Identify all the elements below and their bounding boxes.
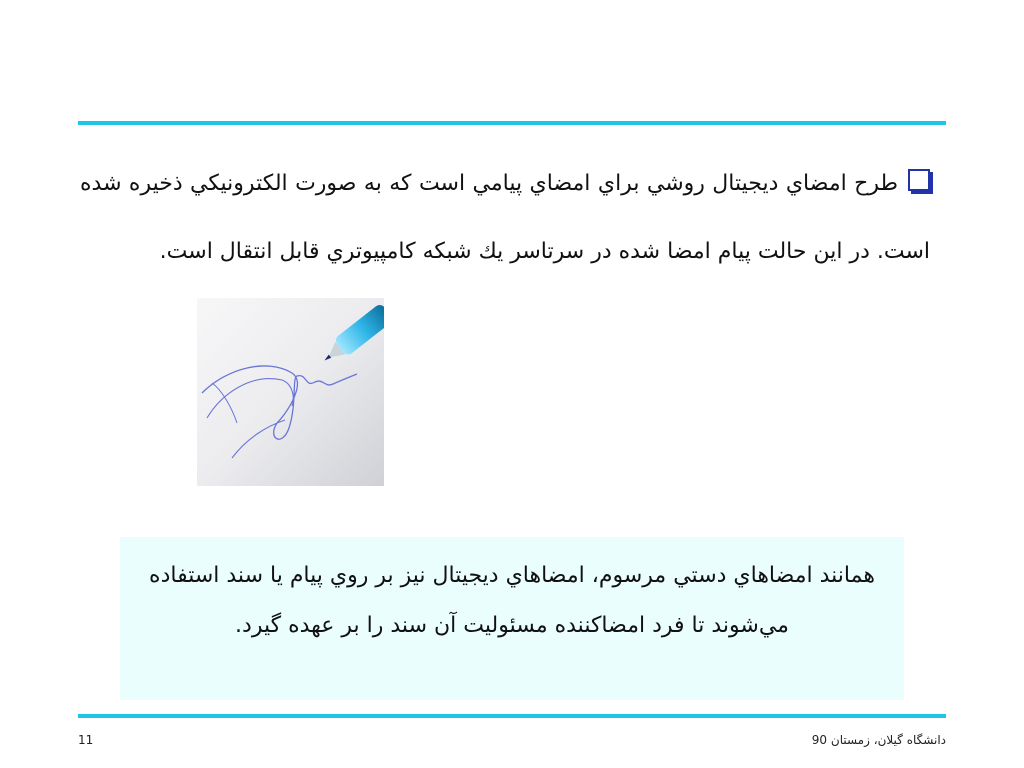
bullet-paragraph [80, 150, 930, 286]
footer-institution: دانشگاه گيلان، زمستان 90 [811, 733, 946, 747]
page-number: 11 [78, 733, 94, 747]
callout-text: همانند امضاهاي دستي مرسوم، امضاهاي ديجيتال نيز بر روي پيام يا سند استفاده مي‌شوند تا فرد امضاكننده مسئوليت آن سند را بر عهده گيرد. [149, 563, 875, 638]
bullet-text: طرح امضاي ديجيتال روشي براي امضاي پيامي است كه به صورت الكترونيكي ذخيره شده است. در اين حالت پيام امضا شده در سرتاسر يك شبكه كامپيوتري قابل انتقال است. [80, 171, 930, 264]
checkbox-bullet-icon [908, 169, 930, 191]
bottom-divider [78, 714, 946, 718]
top-divider [78, 121, 946, 125]
signature-pen-image [197, 298, 384, 486]
callout-box [120, 537, 904, 700]
